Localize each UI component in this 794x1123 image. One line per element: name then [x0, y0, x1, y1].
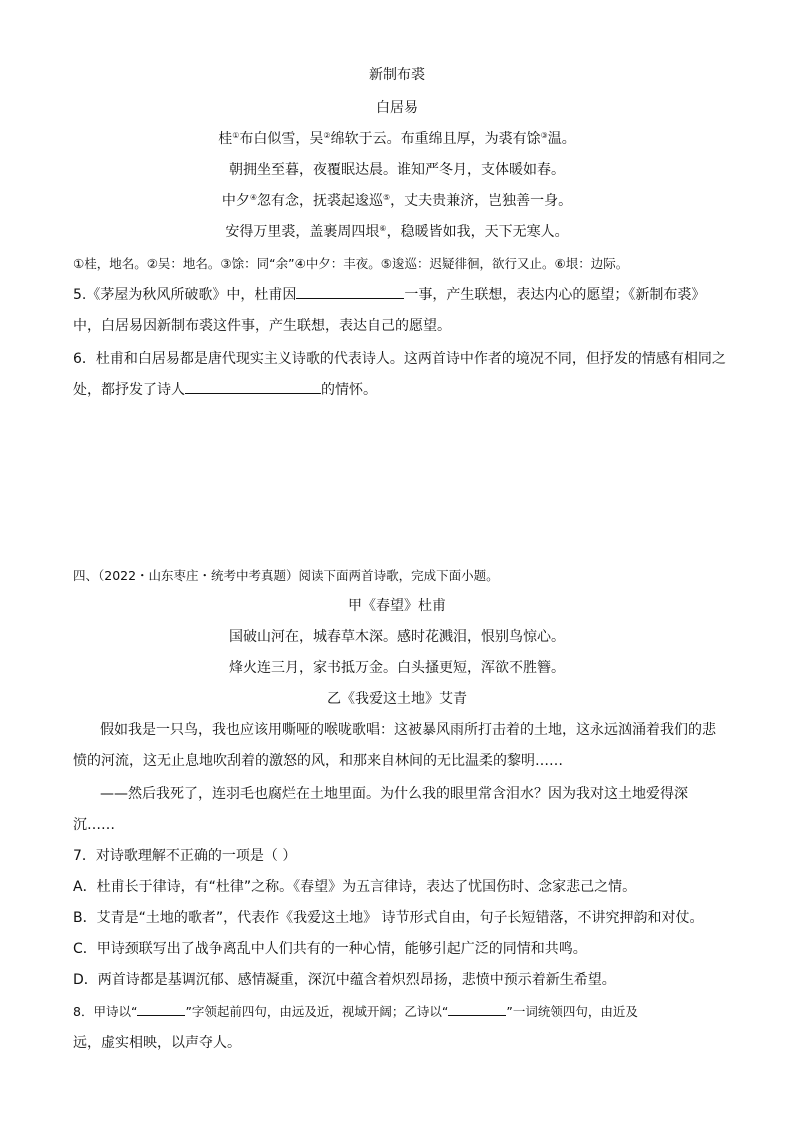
poem-b-line: 假如我是一只鸟，我也应该用嘶哑的喉咙歌唱：这被暴风雨所打击着的土地，这永远汹涌着我们的悲	[100, 722, 716, 738]
question-7-stem: 7．对诗歌理解不正确的一项是（ ）	[73, 848, 297, 864]
option-a[interactable]: A．杜甫长于律诗，有“杜律”之称。《春望》为五言律诗，表达了忧国伤时、念家悲己之情。	[73, 879, 637, 895]
footnote-marker: ②	[323, 131, 331, 140]
poem-b-line: 愤的河流，这无止息地吹刮着的激怒的风，和那来自林间的无比温柔的黎明……	[73, 753, 563, 769]
poem-a-title: 甲《春望》杜甫	[348, 598, 446, 614]
answer-blank[interactable]	[137, 1003, 185, 1016]
answer-blank[interactable]	[448, 1003, 506, 1016]
poem-b-title: 乙《我爱这土地》艾青	[327, 691, 467, 707]
option-c[interactable]: C．甲诗颈联写出了战争离乱中人们共有的一种心情，能够引起广泛的同情和共鸣。	[73, 941, 587, 957]
footnote-marker: ④	[249, 193, 257, 202]
poem-author: 白居易	[376, 100, 418, 116]
footnote-marker: ①	[232, 131, 240, 140]
footnote-marker: ⑥	[379, 224, 387, 233]
poem-b-line: ——然后我死了，连羽毛也腐烂在土地里面。为什么我的眼里常含泪水？因为我对这土地爱得深	[100, 786, 688, 802]
poem-line: 桂①布白似雪，吴②绵软于云。布重绵且厚，为裘有馀③温。	[218, 131, 576, 147]
footnote-marker: ③	[540, 131, 548, 140]
section-header: 四、（2022・山东枣庄・统考中考真题）阅读下面两首诗歌，完成下面小题。	[73, 568, 499, 583]
option-d[interactable]: D．两首诗都是基调沉郁、感情凝重，深沉中蕴含着炽烈昂扬，悲愤中预示着新生希望。	[73, 972, 616, 988]
question-6: 6．杜甫和白居易都是唐代现实主义诗歌的代表诗人。这两首诗中作者的境况不同，但抒发的情感有相同之	[73, 351, 726, 367]
poem-line: 中夕④忽有念，抚裘起逡巡⑤，丈夫贵兼济，岂独善一身。	[221, 193, 573, 209]
answer-blank[interactable]	[296, 286, 404, 299]
option-b[interactable]: B．艾青是“土地的歌者”，代表作《我爱这土地》 诗节形式自由，句子长短错落，不讲究押韵和对仗。	[73, 910, 704, 926]
question-8-cont: 远，虚实相映，以声夺人。	[73, 1035, 241, 1051]
poem-line: 国破山河在，城春草木深。感时花溅泪，恨别鸟惊心。	[229, 629, 565, 645]
poem-notes: ①桂，地名。②吴：地名。③馀：同“余”④中夕：丰夜。⑤逡巡：迟疑徘徊，欲行又止。⑥垠：边际。	[73, 256, 629, 271]
question-5-cont: 中，白居易因新制布裘这件事，产生联想，表达自己的愿望。	[73, 318, 451, 334]
answer-blank[interactable]	[185, 381, 321, 394]
question-8: 8．甲诗以“ ”字领起前四句，由远及近，视域开阔；乙诗以“ ”一词统领四句，由近及	[73, 1004, 638, 1019]
poem-line: 烽火连三月，家书抵万金。白头搔更短，浑欲不胜簪。	[229, 660, 565, 676]
poem-b-line: 沉……	[73, 817, 115, 833]
question-6-cont: 处，都抒发了诗人 的情怀。	[73, 382, 377, 398]
poem-title: 新制布裘	[369, 67, 425, 83]
footnote-marker: ⑤	[383, 193, 391, 202]
poem-line: 朝拥坐至暮，夜覆眠达晨。谁知严冬月，支体暖如春。	[229, 162, 565, 178]
poem-line: 安得万里裘，盖裹周四垠⑥，稳暖皆如我，天下无寒人。	[225, 224, 569, 240]
question-5: 5.《茅屋为秋风所破歌》中，杜甫因 一事，产生联想，表达内心的愿望；《新制布裘》	[73, 287, 706, 303]
